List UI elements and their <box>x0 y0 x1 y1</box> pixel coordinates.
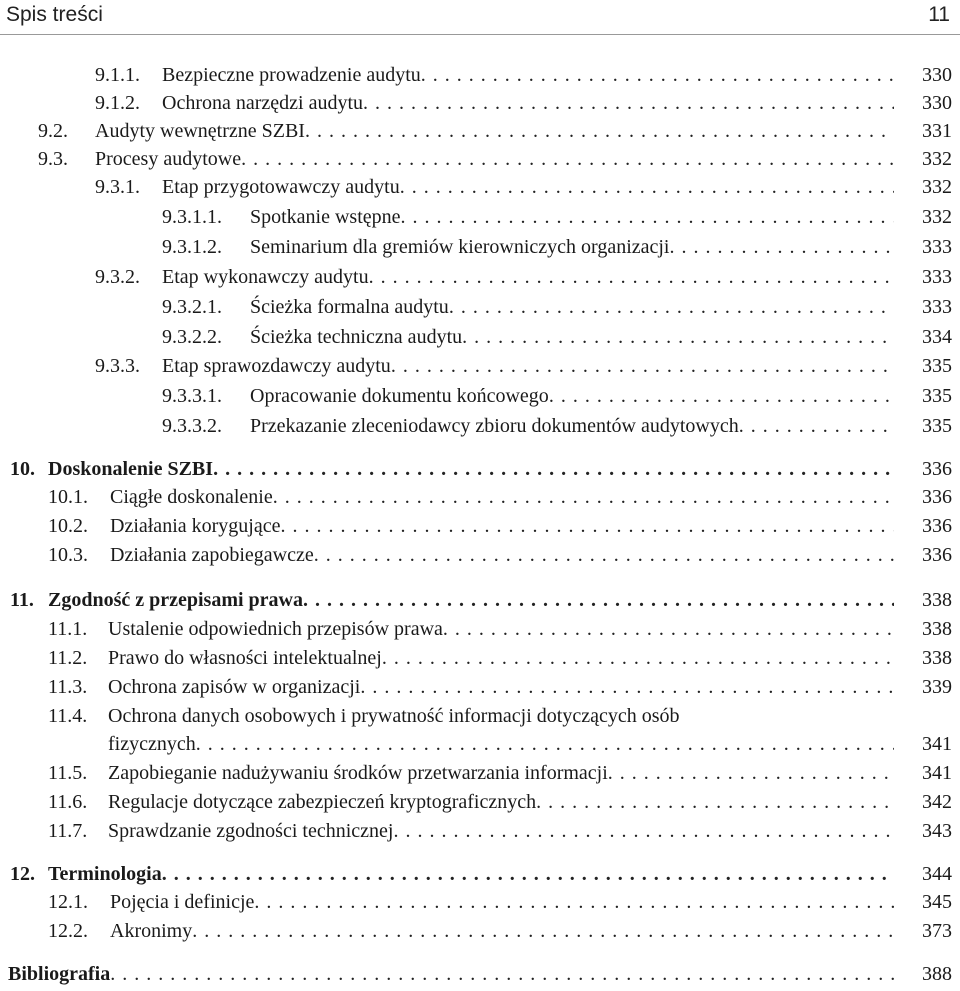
toc-entry-title-wrap <box>162 89 894 117</box>
dot-leader <box>162 860 894 888</box>
toc-entry-page: 330 <box>922 64 952 86</box>
toc-entry-title: Etap sprawozdawczy audytu <box>162 355 391 377</box>
toc-entry[interactable] <box>0 888 960 916</box>
toc-entry-title: Ścieżka formalna audytu <box>250 296 449 318</box>
toc-entry[interactable] <box>0 293 960 321</box>
toc-entry-number: 9.3.1.1. <box>162 206 222 228</box>
toc-entry-title: Terminologia <box>48 863 162 885</box>
toc-entry-title-wrap <box>110 888 894 916</box>
toc-chapter-entry[interactable] <box>0 860 960 888</box>
toc-entry-number: 11.2. <box>48 647 88 669</box>
toc-entry-title: Seminarium dla gremiów kierowniczych organizacji <box>250 236 670 258</box>
toc-entry-page: 331 <box>922 120 952 142</box>
toc-entry-title-wrap <box>250 293 894 321</box>
toc-entry-title-wrap <box>108 759 894 787</box>
toc-entry-title: Ochrona zapisów w organizacji <box>108 676 361 698</box>
toc-entry[interactable] <box>0 644 960 672</box>
dot-leader <box>254 888 894 916</box>
dot-leader <box>196 730 894 758</box>
dot-leader <box>400 173 894 201</box>
toc-entry-title: Prawo do własności intelektualnej <box>108 647 382 669</box>
toc-entry-number: 9.3.3.2. <box>162 415 222 437</box>
toc-entry-number: 10.2. <box>48 515 88 537</box>
toc-entry[interactable] <box>0 788 960 816</box>
toc-entry[interactable] <box>0 615 960 643</box>
toc-entry-number: 11. <box>10 589 34 611</box>
toc-entry-title: Etap wykonawczy audytu <box>162 266 369 288</box>
toc-chapter-entry[interactable] <box>0 586 960 614</box>
toc-entry[interactable] <box>0 233 960 261</box>
toc-entry-title-wrap <box>108 615 894 643</box>
dot-leader <box>670 233 895 261</box>
toc-entry-title: Spotkanie wstępne <box>250 206 401 228</box>
toc-entry-page: 341 <box>922 762 952 784</box>
toc-entry-title: Etap przygotowawczy audytu <box>162 176 400 198</box>
toc-entry-title-wrap <box>110 541 894 569</box>
toc-entry-title-wrap <box>108 788 894 816</box>
toc-entry-number: 10.1. <box>48 486 88 508</box>
toc-entry-title-wrap <box>250 412 894 440</box>
toc-entry-number: 12.2. <box>48 920 88 942</box>
toc-entry-title: Bibliografia <box>8 963 111 985</box>
toc-entry-title-wrap <box>162 263 894 291</box>
toc-entry-page: 336 <box>922 515 952 537</box>
toc-entry-title: Zapobieganie nadużywaniu środków przetwarzania informacji <box>108 762 608 784</box>
toc-entry-number: 11.4. <box>48 705 88 727</box>
toc-entry-page: 330 <box>922 92 952 114</box>
dot-leader <box>192 917 894 945</box>
toc-entry-title: Procesy audytowe <box>95 148 242 170</box>
toc-entry-page: 341 <box>922 733 952 755</box>
toc-entry-page: 336 <box>922 458 952 480</box>
dot-leader <box>393 817 894 845</box>
toc-entry[interactable] <box>0 702 960 730</box>
header-title: Spis treści <box>6 3 103 26</box>
toc-entry-number: 9.2. <box>38 120 68 142</box>
toc-entry[interactable] <box>0 203 960 231</box>
toc-entry-page: 388 <box>922 963 952 985</box>
toc-entry-title: Doskonalenie SZBI <box>48 458 214 480</box>
toc-entry-title-wrap <box>108 673 894 701</box>
toc-entry[interactable] <box>0 412 960 440</box>
toc-entry-title-wrap <box>250 382 894 410</box>
toc-entry-page: 339 <box>922 676 952 698</box>
toc-entry[interactable] <box>0 61 960 89</box>
dot-leader <box>273 483 894 511</box>
toc-entry-number: 9.1.1. <box>95 64 140 86</box>
toc-entry-page: 335 <box>922 385 952 407</box>
toc-entry-title-wrap <box>108 730 894 758</box>
dot-leader <box>608 759 894 787</box>
toc-entry-title-wrap <box>250 233 894 261</box>
toc-chapter-entry[interactable] <box>0 960 960 988</box>
dot-leader <box>443 615 894 643</box>
dot-leader <box>369 263 894 291</box>
toc-entry-title-wrap <box>108 644 894 672</box>
toc-entry-title-continuation: fizycznych <box>108 733 196 755</box>
toc-entry-title: Działania zapobiegawcze <box>110 544 314 566</box>
toc-entry-title-wrap <box>95 145 894 173</box>
toc-entry-page: 338 <box>922 647 952 669</box>
toc-entry-title: Pojęcia i definicje <box>110 891 255 913</box>
dot-leader <box>421 61 894 89</box>
toc-entry-number: 10. <box>10 458 35 480</box>
toc-entry[interactable] <box>0 89 960 117</box>
toc-entry-number: 12.1. <box>48 891 88 913</box>
dot-leader <box>536 788 894 816</box>
toc-entry[interactable] <box>0 323 960 351</box>
toc-entry-title-wrap <box>110 917 894 945</box>
toc-entry-continuation[interactable] <box>0 730 960 758</box>
toc-entry-page: 338 <box>922 618 952 640</box>
toc-entry-title-wrap <box>250 203 894 231</box>
toc-entry-number: 9.3.3. <box>95 355 140 377</box>
toc-entry-title: Przekazanie zleceniodawcy zbioru dokumentów audytowych <box>250 415 739 437</box>
toc-entry[interactable] <box>0 382 960 410</box>
toc-entry-title: Opracowanie dokumentu końcowego <box>250 385 549 407</box>
toc-entry-page: 373 <box>922 920 952 942</box>
toc-entry-page: 333 <box>922 236 952 258</box>
toc-entry-title-wrap <box>8 960 894 988</box>
toc-entry-page: 332 <box>922 176 952 198</box>
toc-entry-page: 333 <box>922 266 952 288</box>
toc-entry-page: 332 <box>922 148 952 170</box>
toc-entry-page: 335 <box>922 355 952 377</box>
toc-entry[interactable] <box>0 483 960 511</box>
toc-entry[interactable] <box>0 917 960 945</box>
toc-entry-title-wrap <box>95 117 894 145</box>
toc-entry[interactable] <box>0 352 960 380</box>
toc-entry-number: 11.3. <box>48 676 88 698</box>
toc-entry-number: 9.1.2. <box>95 92 140 114</box>
toc-entry-number: 10.3. <box>48 544 88 566</box>
toc-entry-page: 334 <box>922 326 952 348</box>
toc-entry-title-wrap <box>162 173 894 201</box>
toc-entry-number: 11.7. <box>48 820 88 842</box>
toc-entry-page: 342 <box>922 791 952 813</box>
toc-entry-number: 9.3.1.2. <box>162 236 222 258</box>
dot-leader <box>449 293 894 321</box>
toc-entry[interactable] <box>0 512 960 540</box>
dot-leader <box>213 455 894 483</box>
dot-leader <box>549 382 894 410</box>
dot-leader <box>360 673 894 701</box>
toc-entry-page: 333 <box>922 296 952 318</box>
toc-entry-number: 9.3.3.1. <box>162 385 222 407</box>
toc-entry-title-wrap <box>48 455 894 483</box>
toc-entry-title: Działania korygujące <box>110 515 281 537</box>
dot-leader <box>241 145 894 173</box>
toc-entry-page: 338 <box>922 589 952 611</box>
toc-entry-number: 12. <box>10 863 35 885</box>
toc-entry-title: Regulacje dotyczące zabezpieczeń kryptograficznych <box>108 791 537 813</box>
dot-leader <box>280 512 894 540</box>
toc-entry-number: 9.3.2.2. <box>162 326 222 348</box>
toc-entry[interactable] <box>0 673 960 701</box>
toc-entry-number: 9.3. <box>38 148 68 170</box>
dot-leader <box>382 644 894 672</box>
header-page-number: 11 <box>928 3 950 26</box>
toc-entry-title: Sprawdzanie zgodności technicznej <box>108 820 394 842</box>
toc-entry[interactable] <box>0 759 960 787</box>
dot-leader <box>305 117 894 145</box>
toc-entry-page: 335 <box>922 415 952 437</box>
toc-entry-title-wrap <box>110 512 894 540</box>
toc-entry-title: Zgodność z przepisami prawa <box>48 589 303 611</box>
dot-leader <box>401 203 894 231</box>
toc-entry-title: Akronimy <box>110 920 193 942</box>
toc-entry-title: Ścieżka techniczna audytu <box>250 326 463 348</box>
toc-entry-number: 9.3.2. <box>95 266 140 288</box>
toc-entry-page: 336 <box>922 486 952 508</box>
dot-leader <box>363 89 894 117</box>
toc-entry-title: Audyty wewnętrzne SZBI <box>95 120 305 142</box>
toc-entry-title: Bezpieczne prowadzenie audytu <box>162 64 421 86</box>
toc-entry-title-wrap <box>250 323 894 351</box>
dot-leader <box>391 352 894 380</box>
toc-entry-number: 11.5. <box>48 762 88 784</box>
toc-entry-number: 11.1. <box>48 618 88 640</box>
toc-entry[interactable] <box>0 817 960 845</box>
toc-entry-title: Ciągłe doskonalenie <box>110 486 273 508</box>
toc-entry-number: 9.3.1. <box>95 176 140 198</box>
dot-leader <box>110 960 894 988</box>
dot-leader <box>739 412 894 440</box>
dot-leader <box>314 541 894 569</box>
toc-entry-title: Ustalenie odpowiednich przepisów prawa <box>108 618 443 640</box>
toc-entry-page: 344 <box>922 863 952 885</box>
toc-entry[interactable] <box>0 117 960 145</box>
toc-entry-title-wrap <box>48 860 894 888</box>
toc-entry-page: 345 <box>922 891 952 913</box>
toc-entry-number: 9.3.2.1. <box>162 296 222 318</box>
toc-entry[interactable] <box>0 263 960 291</box>
toc-entry-title-wrap <box>110 483 894 511</box>
toc-entry-page: 332 <box>922 206 952 228</box>
page-header <box>0 0 960 35</box>
toc-entry-title: Ochrona narzędzi audytu <box>162 92 364 114</box>
dot-leader <box>303 586 894 614</box>
toc-entry-title-wrap <box>162 61 894 89</box>
toc-entry[interactable] <box>0 145 960 173</box>
toc-chapter-entry[interactable] <box>0 455 960 483</box>
toc-entry-title: Ochrona danych osobowych i prywatność informacji dotyczących osób <box>108 705 680 727</box>
toc-entry-page: 343 <box>922 820 952 842</box>
toc-entry[interactable] <box>0 541 960 569</box>
toc-entry[interactable] <box>0 173 960 201</box>
toc-entry-title-wrap <box>48 586 894 614</box>
dot-leader <box>462 323 894 351</box>
toc-entry-title-wrap <box>162 352 894 380</box>
toc-entry-page: 336 <box>922 544 952 566</box>
toc-entry-title-wrap <box>108 817 894 845</box>
toc-entry-number: 11.6. <box>48 791 88 813</box>
